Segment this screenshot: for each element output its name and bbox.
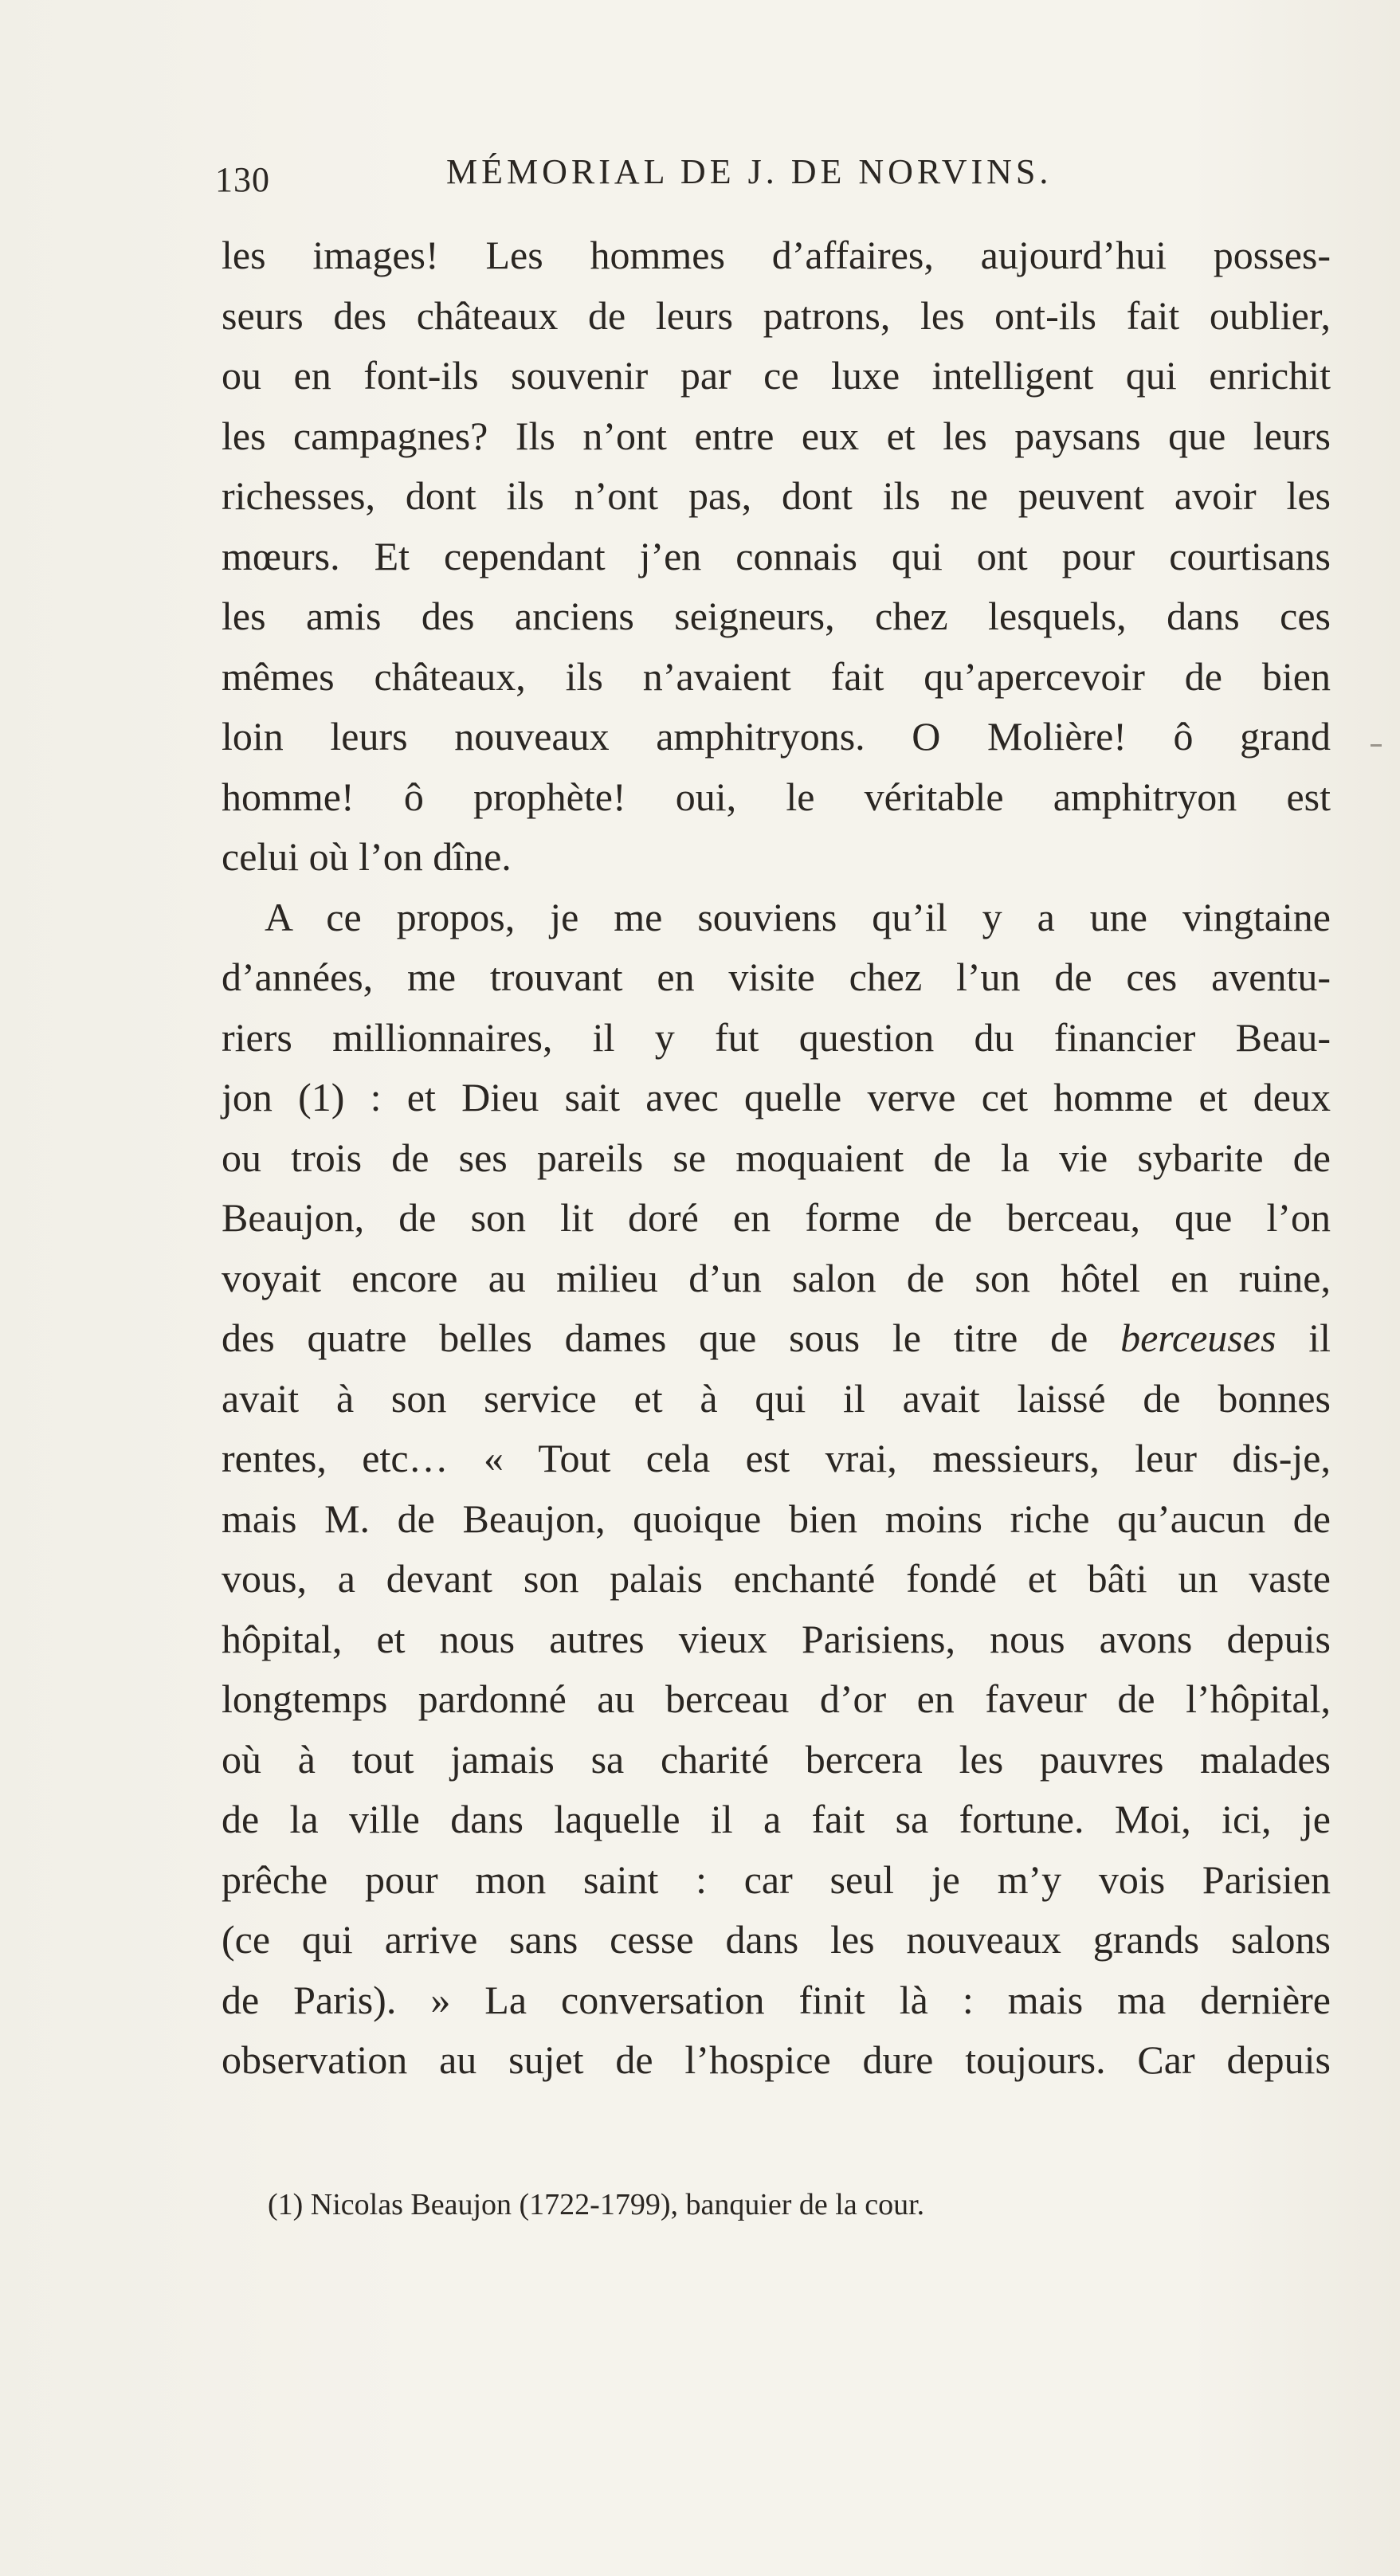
text-line: mœurs. Et cependant j’en connais qui ont pour courtisans — [222, 533, 1331, 578]
text-line: voyait encore au milieu d’un salon de son hôtel en ruine, — [222, 1255, 1331, 1300]
text-line: de la ville dans laquelle il a fait sa fortune. Moi, ici, je — [222, 1797, 1331, 1841]
text-line: les campagnes? Ils n’ont entre eux et les paysans que leurs — [222, 413, 1331, 458]
paragraph-start-line: A ce propos, je me souviens qu’il y a une vingtaine — [265, 894, 1331, 939]
text-line: richesses, dont ils n’ont pas, dont ils ne peuvent avoir les — [222, 473, 1331, 518]
text-line: d’années, me trouvant en visite chez l’un de ces aventu- — [222, 955, 1331, 999]
text-line: riers millionnaires, il y fut question du financier Beau- — [222, 1014, 1331, 1060]
text-line: longtemps pardonné au berceau d’or en faveur de l’hôpital, — [222, 1676, 1331, 1721]
text-line: observation au sujet de l’hospice dure toujours. Car depuis — [222, 2037, 1331, 2082]
footnote: (1) Nicolas Beaujon (1722-1799), banquier de la cour. — [268, 2188, 925, 2221]
text-line: prêche pour mon saint : car seul je m’y vois Parisien — [222, 1857, 1331, 1902]
text-line: rentes, etc… « Tout cela est vrai, messieurs, leur dis-je, — [222, 1436, 1331, 1480]
text-line: jon (1) : et Dieu sait avec quelle verve cet homme et deux — [222, 1075, 1331, 1119]
text-line: les amis des anciens seigneurs, chez lesquels, dans ces — [222, 594, 1331, 638]
text-line: avait à son service et à qui il avait laissé de bonnes — [222, 1375, 1331, 1421]
margin-mark — [1371, 744, 1382, 747]
text-line: de Paris). » La conversation finit là : mais ma dernière — [222, 1977, 1331, 2022]
page-number: 130 — [215, 160, 270, 199]
italic-word: berceuses — [1120, 1315, 1276, 1360]
text-line: Beaujon, de son lit doré en forme de berceau, que l’on — [222, 1195, 1331, 1240]
text-line-with-italic — [222, 1308, 1331, 1369]
text-line: hôpital, et nous autres vieux Parisiens, nous avons depuis — [222, 1616, 1331, 1661]
paragraph-end-line: celui où l’on dîne. — [222, 834, 512, 879]
text-line: mêmes châteaux, ils n’avaient fait qu’apercevoir de bien — [222, 653, 1331, 699]
text-line: (ce qui arrive sans cesse dans les nouveaux grands salons — [222, 1917, 1331, 1962]
page-header — [215, 143, 1323, 207]
text-line: loin leurs nouveaux amphitryons. O Molière! ô grand — [222, 714, 1331, 759]
text-line: mais M. de Beaujon, quoique bien moins riche qu’aucun de — [222, 1496, 1331, 1541]
text-line: les images! Les hommes d’affaires, aujourd’hui posses- — [222, 233, 1331, 277]
text-segment: des quatre belles dames que sous le titre de — [222, 1315, 1088, 1360]
text-line: vous, a devant son palais enchanté fondé et bâti un vaste — [222, 1556, 1331, 1601]
text-line: où à tout jamais sa charité bercera les pauvres malades — [222, 1736, 1331, 1782]
text-line: seurs des châteaux de leurs patrons, les ont-ils fait oublier, — [222, 292, 1331, 338]
text-segment: il — [1308, 1315, 1331, 1360]
text-line: homme! ô prophète! oui, le véritable amphitryon est — [222, 774, 1331, 819]
text-line: ou trois de ses pareils se moquaient de la vie sybarite de — [222, 1135, 1331, 1180]
body-text — [222, 225, 1331, 2091]
running-head: MÉMORIAL DE J. DE NORVINS. — [446, 152, 1053, 191]
text-line: ou en font-ils souvenir par ce luxe intelligent qui enrichit — [222, 353, 1331, 398]
